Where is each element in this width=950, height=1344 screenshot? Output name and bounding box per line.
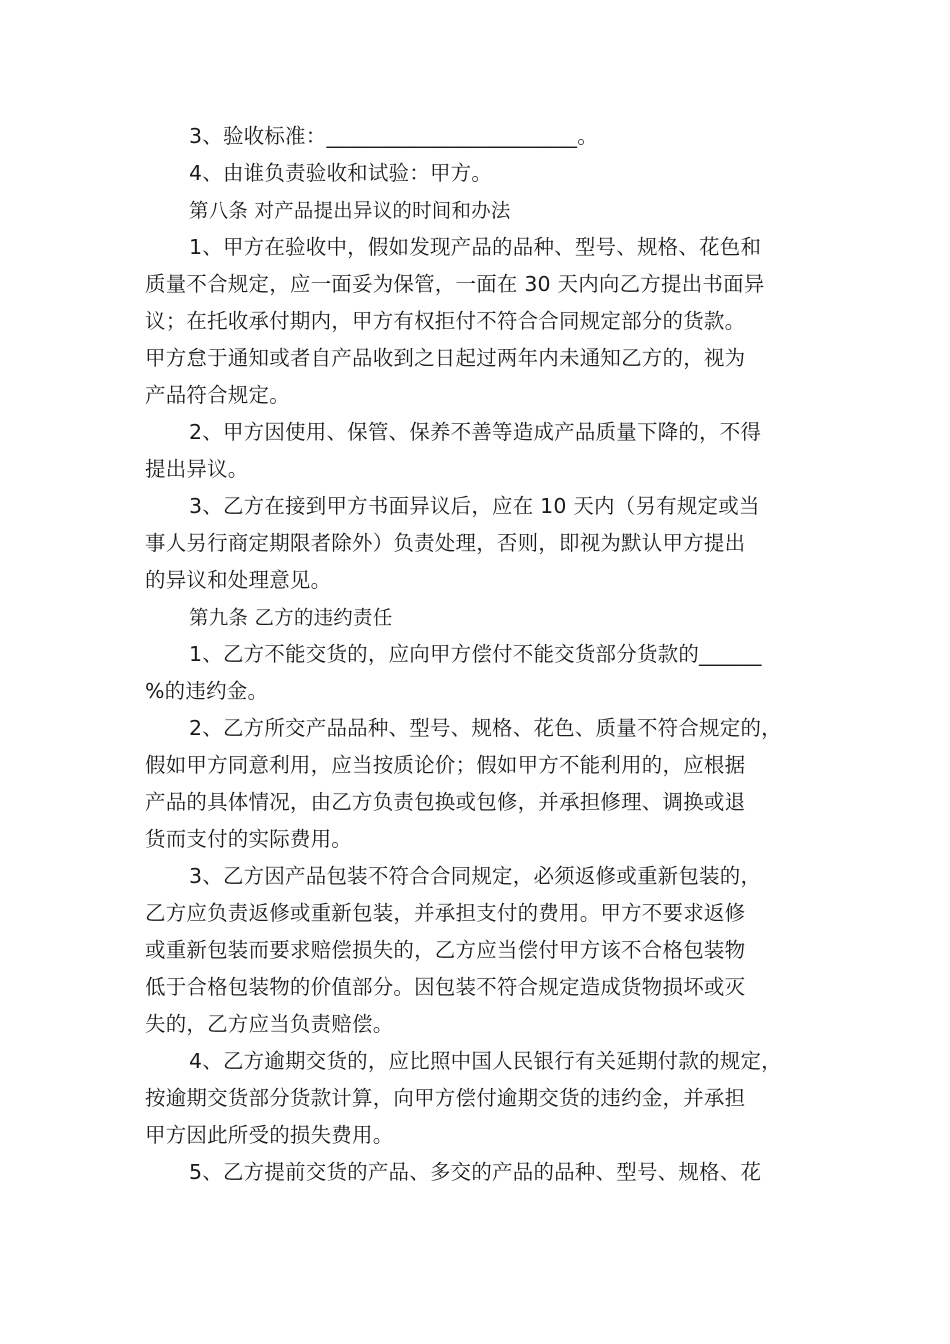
paragraph-line: 货而支付的实际费用。 [145, 827, 352, 851]
paragraph-line: %的违约金。 [145, 679, 269, 703]
paragraph-line: 或重新包装而要求赔偿损失的，乙方应当偿付甲方该不合格包装物 [145, 938, 746, 962]
document-page [145, 118, 810, 1191]
clause-8-3-acceptance-standard: 3、验收标准：________________________。 [189, 124, 598, 148]
paragraph-line: 甲方因此所受的损失费用。 [145, 1123, 394, 1147]
paragraph-line: 低于合格包装物的价值部分。因包装不符合规定造成货物损坏或灭 [145, 975, 746, 999]
paragraph-line: 3、乙方在接到甲方书面异议后，应在 10 天内（另有规定或当 [189, 494, 760, 518]
article-9-heading: 第九条 乙方的违约责任 [189, 606, 393, 629]
paragraph-line: 1、乙方不能交货的，应向甲方偿付不能交货部分货款的______ [189, 642, 762, 666]
paragraph-line: 2、甲方因使用、保管、保养不善等造成产品质量下降的，不得 [189, 420, 762, 444]
paragraph-line: 产品符合规定。 [145, 383, 290, 407]
paragraph-line: 议；在托收承付期内，甲方有权拒付不符合合同规定部分的货款。 [145, 309, 746, 333]
paragraph-line: 的异议和处理意见。 [145, 568, 332, 592]
paragraph-line: 乙方应负责返修或重新包装，并承担支付的费用。甲方不要求返修 [145, 901, 746, 925]
paragraph-line: 假如甲方同意利用，应当按质论价；假如甲方不能利用的，应根据 [145, 753, 746, 777]
paragraph-line: 5、乙方提前交货的产品、多交的产品的品种、型号、规格、花 [189, 1160, 762, 1184]
paragraph-line: 1、甲方在验收中，假如发现产品的品种、型号、规格、花色和 [189, 235, 762, 259]
paragraph-line: 2、乙方所交产品品种、型号、规格、花色、质量不符合规定的， [189, 716, 782, 740]
paragraph-line: 质量不合规定，应一面妥为保管，一面在 30 天内向乙方提出书面异 [145, 272, 765, 296]
paragraph-line: 失的，乙方应当负责赔偿。 [145, 1012, 394, 1036]
paragraph-line: 按逾期交货部分货款计算，向甲方偿付逾期交货的违约金，并承担 [145, 1086, 746, 1110]
clause-8-4-inspection-party: 4、由谁负责验收和试验：甲方。 [189, 161, 493, 185]
paragraph-line: 事人另行商定期限者除外）负责处理，否则，即视为默认甲方提出 [145, 531, 746, 555]
paragraph-line: 4、乙方逾期交货的，应比照中国人民银行有关延期付款的规定， [189, 1049, 782, 1073]
paragraph-line: 3、乙方因产品包装不符合合同规定，必须返修或重新包装的， [189, 864, 762, 888]
paragraph-line: 提出异议。 [145, 457, 249, 481]
paragraph-line: 甲方怠于通知或者自产品收到之日起过两年内未通知乙方的，视为 [145, 346, 746, 370]
paragraph-line: 产品的具体情况，由乙方负责包换或包修，并承担修理、调换或退 [145, 790, 746, 814]
article-8-heading: 第八条 对产品提出异议的时间和办法 [189, 199, 511, 222]
